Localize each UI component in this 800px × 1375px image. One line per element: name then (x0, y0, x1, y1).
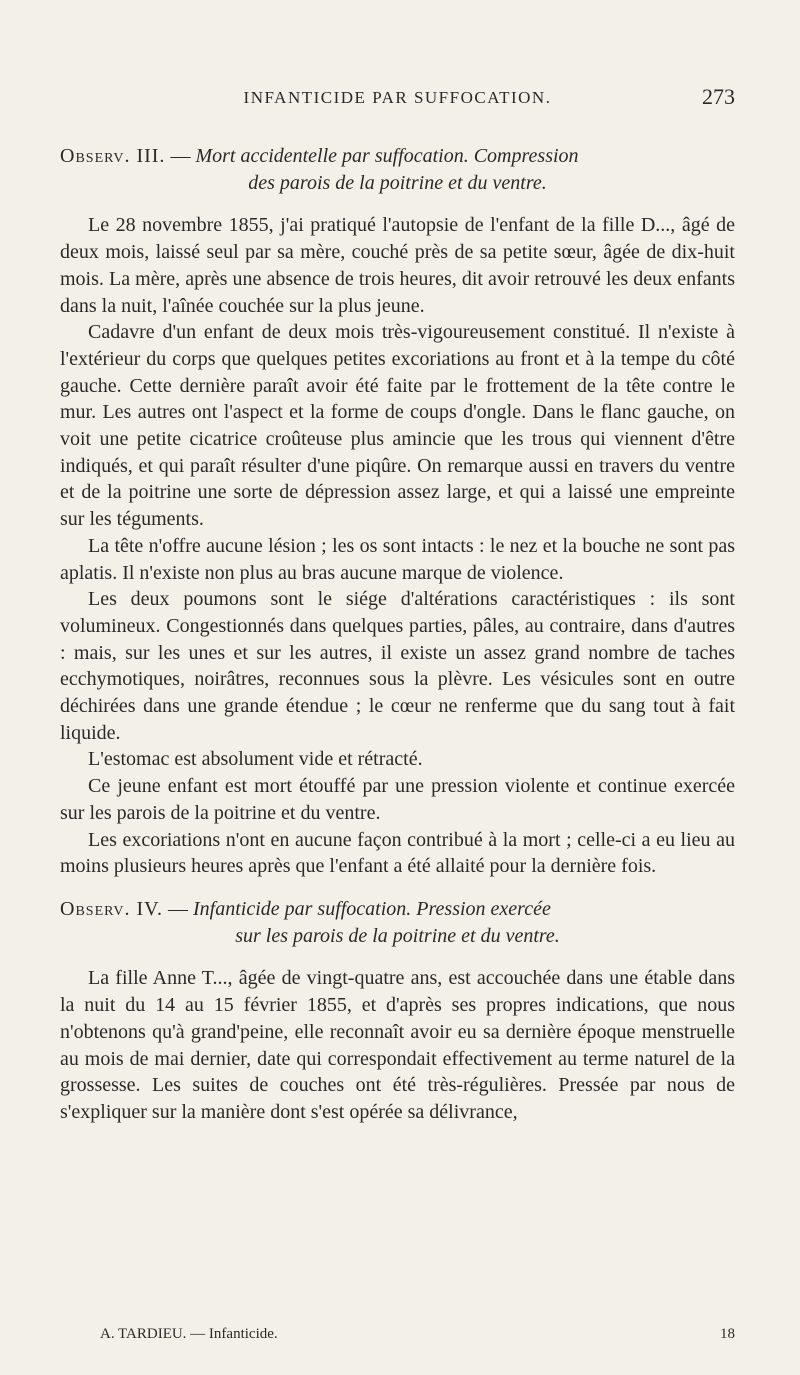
observation-3-title-cont: des parois de la poitrine et du ventre. (248, 171, 547, 194)
signature-mark: 18 (720, 1326, 735, 1342)
running-title: INFANTICIDE PAR SUFFOCATION. (243, 88, 552, 107)
paragraph: La fille Anne T..., âgée de vingt-quatre ans, est accouchée dans une étable dans la nuit du 14 au 15 février 1855, et d'après ses propres indications, que nous n'obtenons qu'à grand'peine, elle reconnaît avoir eu sa dernière époque menstruelle au mois de mai dernier, date qui correspondait effectivement au terme naturel de la grossesse. Les suites de couches ont été très-régulières. Pressée par nous de s'expliquer sur la manière dont s'est opérée sa délivrance, (60, 967, 735, 1123)
footer-credit: A. TARDIEU. — Infanticide. (100, 1326, 278, 1342)
page-footer (100, 1326, 735, 1350)
paragraph: Le 28 novembre 1855, j'ai pratiqué l'autopsie de l'enfant de la fille D..., âgé de deux mois, laissé seul par sa mère, couché près de sa petite sœur, âgée de dix-huit mois. La mère, après une absence de trois heures, dit avoir retrouvé les deux enfants dans la nuit, l'aînée couchée sur la plus jeune. (60, 214, 735, 317)
paragraph: Ce jeune enfant est mort étouffé par une pression violente et continue exercée sur les parois de la poitrine et du ventre. (60, 775, 735, 824)
paragraph: Les excoriations n'ont en aucune façon contribué à la mort ; celle-ci a eu lieu au moins plusieurs heures après que l'enfant a été allaité pour la dernière fois. (60, 828, 735, 878)
paragraph: Les deux poumons sont le siége d'altérations caractéristiques : ils sont volumineux. Congestionnés dans quelques parties, pâles, au contraire, dans d'autres : mais, sur les unes et sur les autres, il existe un assez grand nombre de taches ecchymotiques, noirâtres, reconnues sous la plèvre. Les vésicules sont en outre déchirées dans une grande étendue ; le cœur ne renferme que du sang tout à fait liquide. (60, 588, 735, 744)
observation-3-label: Observ. III. (60, 145, 166, 167)
observation-4-dash: — (162, 897, 193, 920)
page-header (60, 84, 735, 118)
body-text (60, 143, 735, 1126)
observation-3-title: Mort accidentelle par suffocation. Compression (195, 145, 579, 167)
paragraph: L'estomac est absolument vide et rétracté. (88, 748, 423, 771)
paragraph: Cadavre d'un enfant de deux mois très-vigoureusement constitué. Il n'existe à l'extérieur du corps que quelques petites excoriations au front et à la tempe du côté gauche. Cette dernière paraît avoir été faite par le frottement de la tête contre le mur. Les autres ont l'aspect et la forme de coups d'ongle. Dans le flanc gauche, on voit une petite cicatrice croûteuse plus amincie que les trous qui viennent d'être indiqués, et qui paraît résulter d'une piqûre. On remarque aussi en travers du ventre et de la poitrine une sorte de dépression assez large, et qui a laissé une empreinte sur les téguments. (60, 321, 735, 531)
observation-4-heading (60, 896, 735, 923)
observation-4-label: Observ. IV. (60, 897, 163, 920)
observation-4-title: Infanticide par suffocation. Pression exercée (192, 897, 551, 920)
observation-4-title-cont: sur les parois de la poitrine et du ventre. (235, 924, 560, 947)
observation-3-heading (60, 143, 735, 170)
observation-3-dash: — (165, 145, 196, 167)
page-number: 273 (702, 84, 735, 109)
paragraph: La tête n'offre aucune lésion ; les os sont intacts : le nez et la bouche ne sont pas aplatis. Il n'existe non plus au bras aucune marque de violence. (60, 534, 735, 584)
